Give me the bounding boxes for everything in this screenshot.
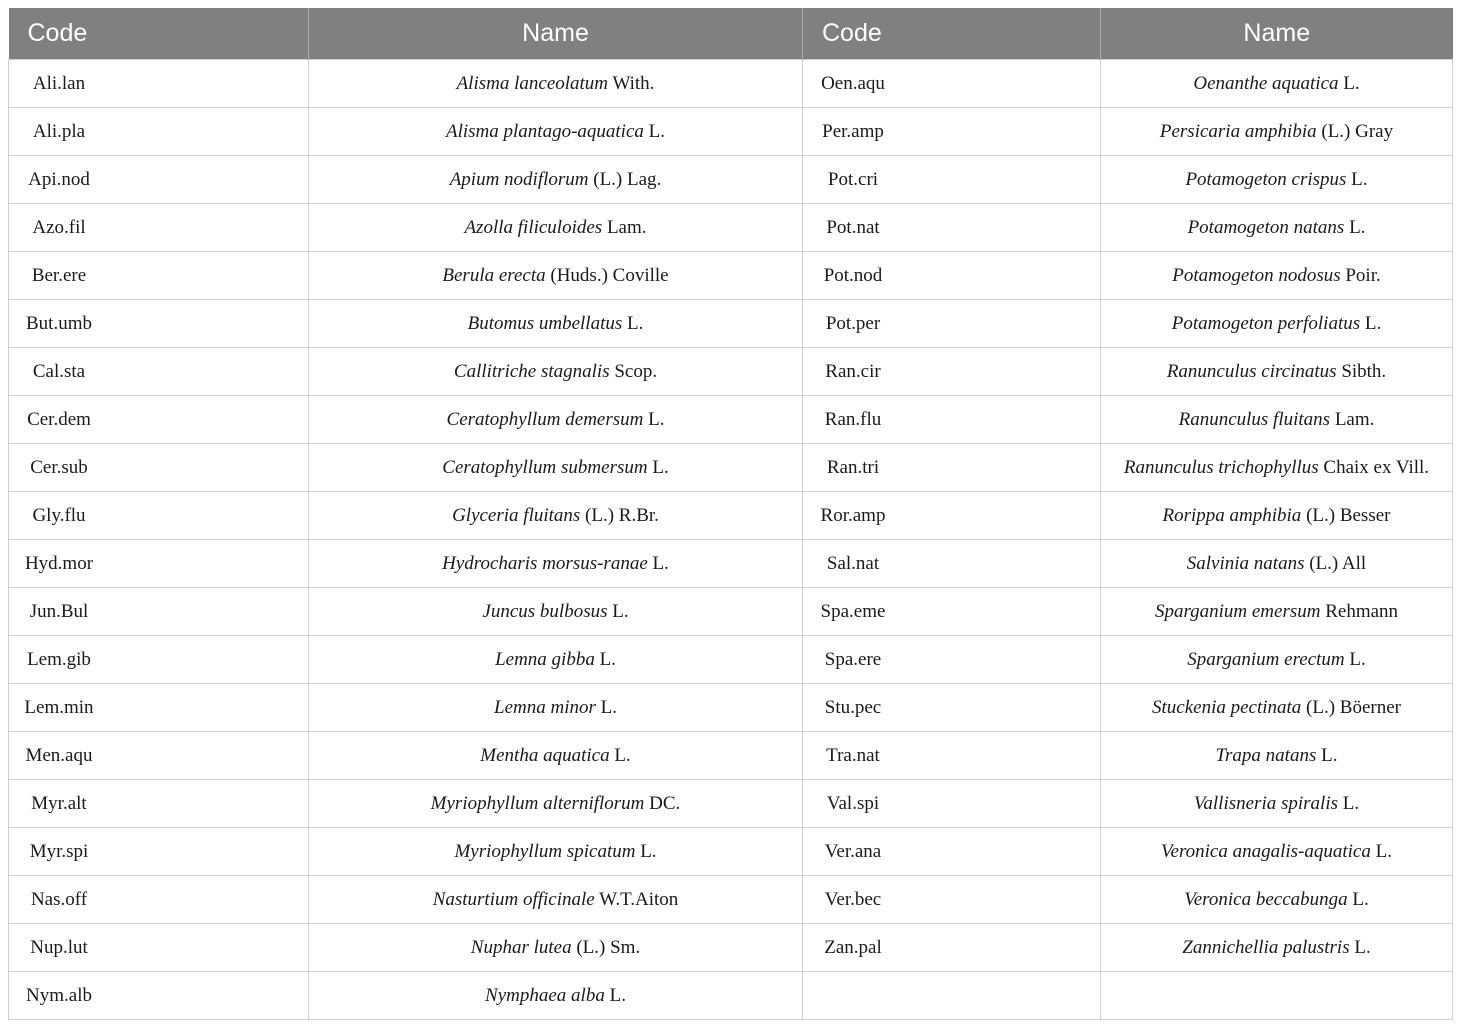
code-cell	[9, 252, 309, 300]
code-cell	[803, 924, 1101, 972]
species-authority: (L.) All	[1304, 552, 1367, 574]
species-authority: L.	[604, 984, 626, 1006]
name-cell	[1101, 828, 1453, 876]
species-code: Oen.aqu	[821, 72, 885, 94]
name-cell	[309, 924, 803, 972]
code-cell	[9, 972, 309, 1020]
species-code: Pot.per	[825, 312, 881, 334]
species-authority: L.	[1344, 216, 1366, 238]
species-authority: L.	[1338, 72, 1360, 94]
species-authority: L.	[1370, 840, 1392, 862]
code-cell	[9, 588, 309, 636]
species-genus-epithet: Veronica beccabunga	[1184, 888, 1348, 910]
table-row	[9, 204, 1453, 252]
species-genus-epithet: Potamogeton crispus	[1185, 168, 1347, 190]
code-cell	[9, 492, 309, 540]
code-cell	[9, 780, 309, 828]
name-cell	[309, 876, 803, 924]
species-code: Jun.Bul	[29, 600, 89, 622]
species-genus-epithet: Ranunculus circinatus	[1166, 360, 1337, 382]
species-genus-epithet: Potamogeton perfoliatus	[1171, 312, 1361, 334]
name-cell	[1101, 924, 1453, 972]
species-code: Zan.pal	[824, 936, 882, 958]
species-genus-epithet: Glyceria fluitans	[452, 504, 581, 526]
table-row	[9, 60, 1453, 108]
species-genus-epithet: Zannichellia palustris	[1182, 936, 1350, 958]
code-cell	[803, 108, 1101, 156]
species-code-table	[8, 8, 1453, 1020]
species-code: Ran.cir	[825, 360, 881, 382]
species-code: Hyd.mor	[24, 552, 94, 574]
species-genus-epithet: Ceratophyllum demersum	[446, 408, 644, 430]
table-row	[9, 588, 1453, 636]
code-cell	[803, 300, 1101, 348]
header-code-2: Code	[803, 8, 1101, 60]
name-cell	[309, 828, 803, 876]
table-row	[9, 108, 1453, 156]
header-row	[9, 8, 1453, 60]
name-cell	[309, 396, 803, 444]
table-row	[9, 540, 1453, 588]
species-genus-epithet: Myriophyllum alterniflorum	[430, 792, 645, 814]
code-cell	[9, 732, 309, 780]
species-code: Ror.amp	[820, 504, 886, 526]
name-cell	[1101, 540, 1453, 588]
code-cell	[9, 300, 309, 348]
species-authority: L.	[595, 696, 617, 718]
species-genus-epithet: Hydrocharis morsus-ranae	[442, 552, 648, 574]
name-cell	[1101, 492, 1453, 540]
table-row	[9, 492, 1453, 540]
name-cell	[1101, 972, 1453, 1020]
species-genus-epithet: Myriophyllum spicatum	[454, 840, 636, 862]
code-cell	[803, 540, 1101, 588]
species-code: Ran.tri	[826, 456, 880, 478]
code-cell	[9, 876, 309, 924]
code-cell	[803, 156, 1101, 204]
name-cell	[309, 588, 803, 636]
code-cell	[9, 684, 309, 732]
species-authority: L.	[594, 648, 616, 670]
code-cell	[9, 444, 309, 492]
table-row	[9, 924, 1453, 972]
code-cell	[9, 60, 309, 108]
name-cell	[1101, 444, 1453, 492]
species-genus-epithet: Sparganium emersum	[1154, 600, 1321, 622]
code-cell	[9, 540, 309, 588]
species-genus-epithet: Oenanthe aquatica	[1193, 72, 1339, 94]
species-code: Ver.ana	[824, 840, 882, 862]
name-cell	[309, 684, 803, 732]
species-authority: With.	[608, 72, 655, 94]
code-cell	[803, 732, 1101, 780]
code-cell	[803, 492, 1101, 540]
code-cell	[9, 348, 309, 396]
code-cell	[9, 396, 309, 444]
name-cell	[1101, 636, 1453, 684]
species-authority: Poir.	[1340, 264, 1381, 286]
species-authority: L.	[643, 408, 665, 430]
code-cell	[803, 972, 1101, 1020]
name-cell	[309, 108, 803, 156]
code-cell	[9, 108, 309, 156]
code-cell	[803, 444, 1101, 492]
species-code: Val.spi	[826, 792, 880, 814]
code-cell	[803, 828, 1101, 876]
species-code: Lem.gib	[27, 648, 91, 670]
species-code: Ali.pla	[32, 120, 86, 142]
name-cell	[1101, 588, 1453, 636]
name-cell	[1101, 732, 1453, 780]
species-authority: (L.) Gray	[1316, 120, 1394, 142]
name-cell	[309, 972, 803, 1020]
species-code: Ran.flu	[824, 408, 882, 430]
species-genus-epithet: Alisma plantago-aquatica	[445, 120, 644, 142]
species-code: Spa.eme	[820, 600, 886, 622]
species-authority: L.	[1347, 888, 1369, 910]
species-code: Myr.alt	[31, 792, 87, 814]
species-authority: Lam.	[602, 216, 647, 238]
code-cell	[803, 252, 1101, 300]
species-genus-epithet: Potamogeton nodosus	[1172, 264, 1341, 286]
species-genus-epithet: Trapa natans	[1215, 744, 1317, 766]
code-cell	[9, 204, 309, 252]
species-authority: L.	[1360, 312, 1382, 334]
species-code: Tra.nat	[826, 744, 880, 766]
code-cell	[803, 348, 1101, 396]
name-cell	[309, 492, 803, 540]
code-cell	[803, 60, 1101, 108]
name-cell	[1101, 60, 1453, 108]
species-authority: (L.) Besser	[1301, 504, 1391, 526]
species-authority: Lam.	[1330, 408, 1375, 430]
code-cell	[803, 396, 1101, 444]
species-code: But.umb	[26, 312, 92, 334]
species-authority: L.	[1316, 744, 1338, 766]
species-code: Api.nod	[28, 168, 90, 190]
species-genus-epithet: Nymphaea alba	[485, 984, 605, 1006]
name-cell	[309, 732, 803, 780]
species-authority: (L.) Böerner	[1301, 696, 1402, 718]
species-genus-epithet: Nasturtium officinale	[432, 888, 595, 910]
header-code-1: Code	[9, 8, 309, 60]
table-row	[9, 972, 1453, 1020]
name-cell	[1101, 108, 1453, 156]
species-code: Sal.nat	[826, 552, 880, 574]
species-authority: L.	[647, 552, 669, 574]
species-code: Azo.fil	[32, 216, 86, 238]
table-row	[9, 348, 1453, 396]
species-authority: (L.) Sm.	[571, 936, 641, 958]
code-cell	[803, 876, 1101, 924]
name-cell	[309, 204, 803, 252]
species-genus-epithet: Azolla filiculoides	[464, 216, 603, 238]
species-code: Cer.dem	[27, 408, 91, 430]
code-cell	[803, 636, 1101, 684]
table-row	[9, 156, 1453, 204]
species-genus-epithet: Lemna gibba	[495, 648, 595, 670]
species-genus-epithet: Ranunculus fluitans	[1178, 408, 1331, 430]
species-code: Pot.cri	[827, 168, 879, 190]
code-cell	[803, 588, 1101, 636]
code-cell	[9, 156, 309, 204]
species-code: Nas.off	[30, 888, 88, 910]
name-cell	[309, 156, 803, 204]
header-name-1: Name	[309, 8, 803, 60]
species-code: Cal.sta	[32, 360, 86, 382]
name-cell	[309, 540, 803, 588]
species-genus-epithet: Sparganium erectum	[1187, 648, 1345, 670]
name-cell	[309, 300, 803, 348]
name-cell	[309, 444, 803, 492]
table-row	[9, 444, 1453, 492]
species-authority: L.	[643, 120, 665, 142]
species-code: Ver.bec	[824, 888, 882, 910]
species-authority: L.	[607, 600, 629, 622]
species-code: Stu.pec	[824, 696, 882, 718]
species-genus-epithet: Rorippa amphibia	[1162, 504, 1302, 526]
table-row	[9, 876, 1453, 924]
species-genus-epithet: Persicaria amphibia	[1159, 120, 1317, 142]
name-cell	[309, 252, 803, 300]
species-authority: L.	[1349, 936, 1371, 958]
species-authority: (L.) R.Br.	[580, 504, 659, 526]
species-code: Nym.alb	[26, 984, 92, 1006]
species-authority: Chaix ex Vill.	[1318, 456, 1430, 478]
table-row	[9, 636, 1453, 684]
species-authority: Rehmann	[1320, 600, 1399, 622]
code-cell	[803, 780, 1101, 828]
species-code: Nup.lut	[30, 936, 88, 958]
species-authority: (Huds.) Coville	[545, 264, 669, 286]
table-row	[9, 684, 1453, 732]
species-authority: DC.	[644, 792, 681, 814]
table-row	[9, 396, 1453, 444]
species-authority: Scop.	[609, 360, 658, 382]
name-cell	[309, 780, 803, 828]
header-name-2: Name	[1101, 8, 1453, 60]
name-cell	[309, 348, 803, 396]
species-code: Lem.min	[24, 696, 94, 718]
name-cell	[1101, 684, 1453, 732]
species-code: Cer.sub	[30, 456, 88, 478]
name-cell	[309, 636, 803, 684]
species-genus-epithet: Mentha aquatica	[480, 744, 610, 766]
species-code: Ber.ere	[31, 264, 87, 286]
name-cell	[1101, 348, 1453, 396]
name-cell	[1101, 396, 1453, 444]
species-genus-epithet: Alisma lanceolatum	[456, 72, 609, 94]
table-row	[9, 252, 1453, 300]
table-row	[9, 300, 1453, 348]
species-genus-epithet: Ceratophyllum submersum	[442, 456, 648, 478]
name-cell	[309, 60, 803, 108]
table-row	[9, 828, 1453, 876]
code-cell	[9, 828, 309, 876]
species-code: Per.amp	[822, 120, 884, 142]
name-cell	[1101, 300, 1453, 348]
species-genus-epithet: Butomus umbellatus	[467, 312, 623, 334]
species-authority: L.	[1344, 648, 1366, 670]
code-cell	[803, 684, 1101, 732]
species-genus-epithet: Ranunculus trichophyllus	[1123, 456, 1319, 478]
species-genus-epithet: Callitriche stagnalis	[453, 360, 610, 382]
name-cell	[1101, 780, 1453, 828]
species-authority: L.	[1346, 168, 1368, 190]
name-cell	[1101, 252, 1453, 300]
code-cell	[803, 204, 1101, 252]
species-genus-epithet: Potamogeton natans	[1187, 216, 1345, 238]
species-genus-epithet: Juncus bulbosus	[482, 600, 608, 622]
species-genus-epithet: Nuphar lutea	[470, 936, 572, 958]
name-cell	[1101, 156, 1453, 204]
species-genus-epithet: Veronica anagalis-aquatica	[1161, 840, 1371, 862]
species-code: Pot.nat	[826, 216, 880, 238]
species-authority: Sibth.	[1336, 360, 1387, 382]
code-cell	[9, 636, 309, 684]
species-authority: L.	[635, 840, 657, 862]
species-authority: L.	[647, 456, 669, 478]
species-genus-epithet: Lemna minor	[494, 696, 596, 718]
species-code: Ali.lan	[32, 72, 86, 94]
species-authority: W.T.Aiton	[594, 888, 679, 910]
code-cell	[9, 924, 309, 972]
species-code: Gly.flu	[32, 504, 86, 526]
species-code: Men.aqu	[25, 744, 93, 766]
species-genus-epithet: Berula erecta	[442, 264, 546, 286]
name-cell	[1101, 876, 1453, 924]
species-authority: L.	[1338, 792, 1360, 814]
species-code: Myr.spi	[29, 840, 89, 862]
species-authority: L.	[622, 312, 644, 334]
table-row	[9, 780, 1453, 828]
species-authority: L.	[609, 744, 631, 766]
table-row	[9, 732, 1453, 780]
name-cell	[1101, 204, 1453, 252]
species-genus-epithet: Stuckenia pectinata	[1151, 696, 1302, 718]
species-genus-epithet: Salvinia natans	[1186, 552, 1305, 574]
species-genus-epithet: Vallisneria spiralis	[1193, 792, 1338, 814]
species-genus-epithet: Apium nodiflorum	[449, 168, 589, 190]
species-authority: (L.) Lag.	[588, 168, 662, 190]
species-code: Pot.nod	[823, 264, 883, 286]
species-code: Spa.ere	[824, 648, 882, 670]
